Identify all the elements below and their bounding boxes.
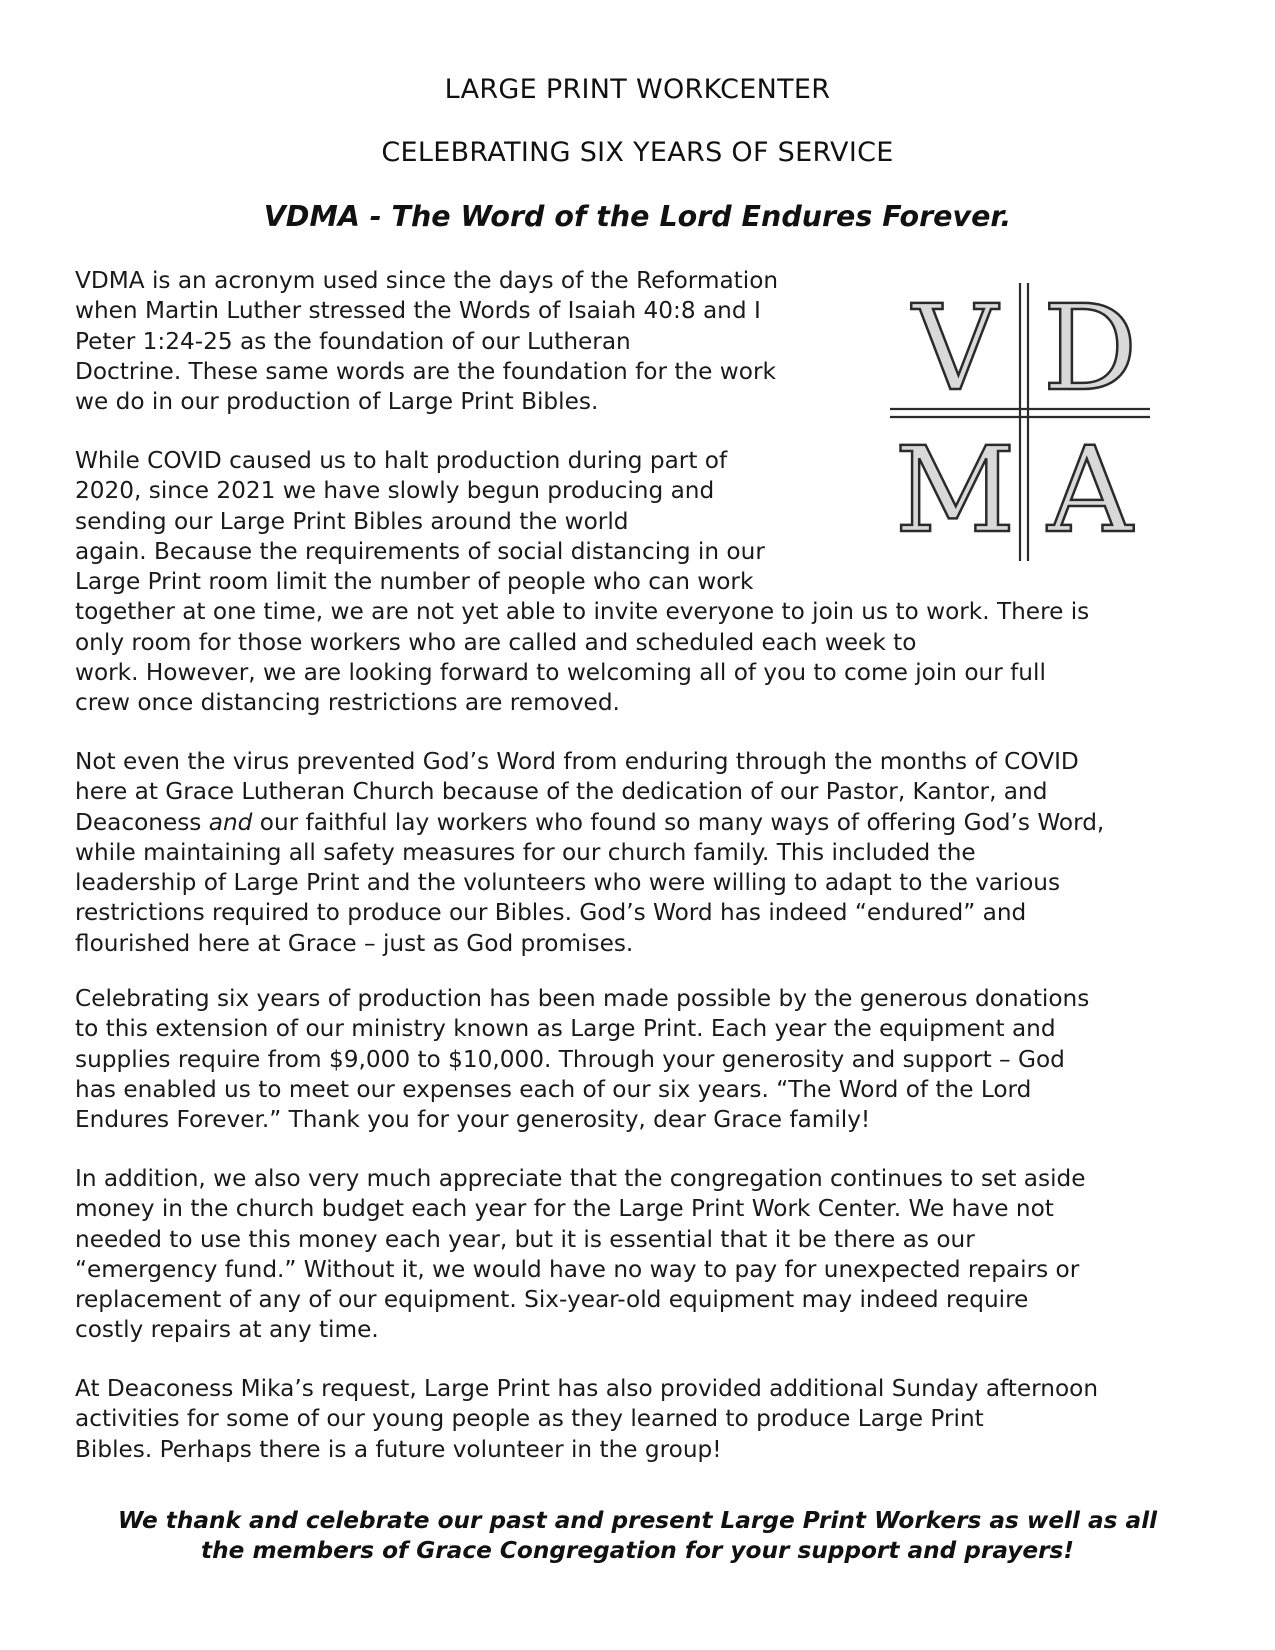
logo-letter-v: V bbox=[912, 283, 998, 417]
text-line: Celebrating six years of production has been made possible by the generous donations bbox=[75, 985, 1090, 1012]
text-line: replacement of any of our equipment. Six-year-old equipment may indeed require bbox=[75, 1286, 1029, 1314]
text-line: sending our Large Print Bibles around the world bbox=[75, 507, 629, 535]
text-line: Not even the virus prevented God’s Word from enduring through the months of COVID bbox=[75, 748, 1079, 775]
text-line: flourished here at Grace – just as God promises. bbox=[75, 929, 634, 957]
text-line: money in the church budget each year for the Large Print Work Center. We have not bbox=[75, 1195, 1054, 1223]
text-line: when Martin Luther stressed the Words of Isaiah 40:8 and I bbox=[75, 297, 761, 325]
text-line: While COVID caused us to halt production during part of bbox=[75, 447, 728, 474]
text-line: At Deaconess Mika’s request, Large Print has also provided additional Sunday afternoon bbox=[75, 1375, 1099, 1402]
paragraph-4 bbox=[75, 984, 1210, 1135]
page-title: LARGE PRINT WORKCENTER bbox=[444, 74, 831, 105]
text-segment: our faithful lay workers who found so many ways of offering God’s Word, bbox=[252, 808, 1105, 836]
text-line: Peter 1:24-25 as the foundation of our Lutheran bbox=[75, 327, 631, 355]
italic-emphasis: and bbox=[208, 808, 253, 836]
paragraph-2 bbox=[75, 446, 1210, 719]
text-line: VDMA is an acronym used since the days of the Reformation bbox=[75, 267, 779, 294]
text-line: restrictions required to produce our Bibles. God’s Word has indeed “endured” and bbox=[75, 899, 1027, 927]
text-line: 2020, since 2021 we have slowly begun producing and bbox=[75, 477, 715, 505]
text-line: together at one time, we are not yet able to invite everyone to join us to work. There is bbox=[75, 598, 1090, 626]
text-line bbox=[75, 808, 1210, 838]
closing-statement bbox=[0, 1506, 1275, 1566]
text-line: crew once distancing restrictions are removed. bbox=[75, 689, 620, 717]
text-line: has enabled us to meet our expenses each of our six years. “The Word of the Lord bbox=[75, 1075, 1032, 1103]
text-line: to this extension of our ministry known as Large Print. Each year the equipment and bbox=[75, 1015, 1056, 1043]
paragraph-1 bbox=[75, 266, 1210, 417]
text-line: here at Grace Lutheran Church because of the dedication of our Pastor, Kantor, and bbox=[75, 778, 1048, 806]
logo-letter-a: A bbox=[1047, 421, 1133, 559]
text-line: activities for some of our young people as they learned to produce Large Print bbox=[75, 1405, 984, 1433]
text-segment: Deaconess bbox=[75, 808, 209, 836]
text-line: only room for those workers who are called and scheduled each week to bbox=[75, 628, 917, 656]
closing-line: the members of Grace Congregation for your support and prayers! bbox=[201, 1537, 1074, 1564]
text-line: Large Print room limit the number of people who can work bbox=[75, 568, 754, 596]
page-subtitle: CELEBRATING SIX YEARS OF SERVICE bbox=[381, 137, 894, 168]
text-line: again. Because the requirements of social distancing in our bbox=[75, 537, 765, 565]
text-line: Bibles. Perhaps there is a future volunteer in the group! bbox=[75, 1435, 722, 1463]
text-line: costly repairs at any time. bbox=[75, 1316, 379, 1344]
text-line: In addition, we also very much appreciate that the congregation continues to set aside bbox=[75, 1165, 1086, 1192]
text-line: leadership of Large Print and the volunteers who were willing to adapt to the various bbox=[75, 869, 1061, 897]
text-line: work. However, we are looking forward to welcoming all of you to come join our full bbox=[75, 659, 1046, 687]
motto-heading: VDMA - The Word of the Lord Endures Forever. bbox=[263, 200, 1012, 233]
logo-letter-m: M bbox=[894, 421, 1016, 559]
text-line: needed to use this money each year, but it is essential that it be there as our bbox=[75, 1225, 975, 1253]
text-line: “emergency fund.” Without it, we would have no way to pay for unexpected repairs or bbox=[75, 1255, 1080, 1283]
paragraph-3 bbox=[75, 747, 1210, 959]
closing-line: We thank and celebrate our past and present Large Print Workers as well as all bbox=[117, 1507, 1158, 1534]
text-line: we do in our production of Large Print Bibles. bbox=[75, 388, 599, 416]
text-line: supplies require from $9,000 to $10,000. Through your generosity and support – God bbox=[75, 1045, 1065, 1073]
logo-letter-d: D bbox=[1042, 283, 1138, 417]
text-line: Doctrine. These same words are the foundation for the work bbox=[75, 357, 776, 385]
paragraph-6 bbox=[75, 1374, 1210, 1465]
text-line: while maintaining all safety measures for our church family. This included the bbox=[75, 838, 976, 866]
text-line: Endures Forever.” Thank you for your generosity, dear Grace family! bbox=[75, 1106, 871, 1134]
paragraph-5 bbox=[75, 1164, 1210, 1346]
